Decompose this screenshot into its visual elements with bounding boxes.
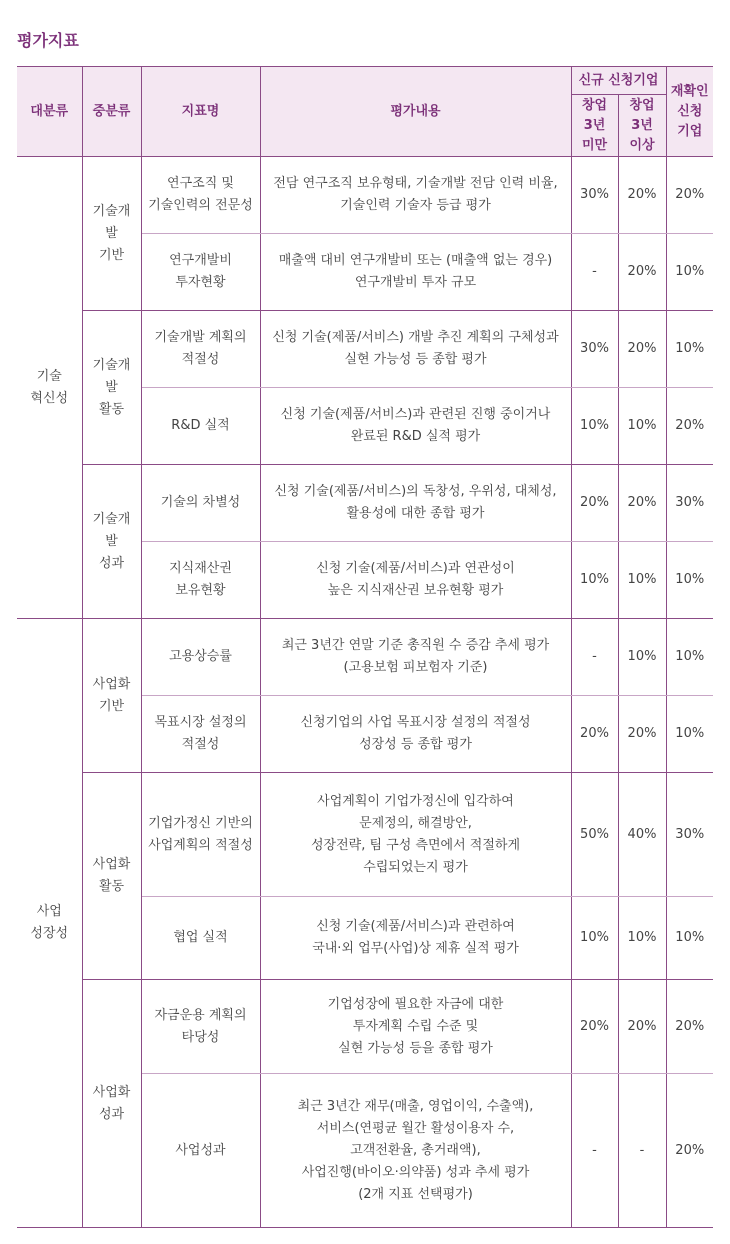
weight-under3-cell: 10% <box>571 388 618 465</box>
content-cell: 신청 기술(제품/서비스)과 연관성이 높은 지식재산권 보유현황 평가 <box>260 542 571 619</box>
weight-under3-cell: 30% <box>571 157 618 234</box>
indicator-cell: 기술개발 계획의 적절성 <box>141 311 260 388</box>
mid-category-cell: 사업화 활동 <box>82 773 141 980</box>
indicator-cell: 기술의 차별성 <box>141 465 260 542</box>
weight-over3-cell: 20% <box>618 696 666 773</box>
mid-category-cell: 사업화 기반 <box>82 619 141 773</box>
weight-under3-cell: - <box>571 1074 618 1228</box>
weight-over3-cell: 20% <box>618 234 666 311</box>
mid-category-cell: 기술개발 성과 <box>82 465 141 619</box>
weight-under3-cell: 20% <box>571 980 618 1074</box>
weight-over3-cell: 20% <box>618 465 666 542</box>
indicator-cell: R&D 실적 <box>141 388 260 465</box>
table-row <box>17 157 713 234</box>
indicator-cell: 기업가정신 기반의 사업계획의 적절성 <box>141 773 260 897</box>
weight-under3-cell: 10% <box>571 897 618 980</box>
page-title: 평가지표 <box>17 31 79 50</box>
table-row <box>17 311 713 388</box>
weight-recheck-cell: 10% <box>666 696 713 773</box>
content-cell: 신청 기술(제품/서비스)과 관련된 진행 중이거나 완료된 R&D 실적 평가 <box>260 388 571 465</box>
indicator-cell: 연구개발비 투자현황 <box>141 234 260 311</box>
content-cell: 신청기업의 사업 목표시장 설정의 적절성 성장성 등 종합 평가 <box>260 696 571 773</box>
weight-over3-cell: 10% <box>618 388 666 465</box>
mid-category-cell: 기술개발 기반 <box>82 157 141 311</box>
content-cell: 최근 3년간 재무(매출, 영업이익, 수출액), 서비스(연평균 월간 활성이용자 수, 고객전환율, 총거래액), 사업진행(바이오·의약품) 성과 추세 평가 (2개 지표 선택평가) <box>260 1074 571 1228</box>
header-over-3-years: 창업 3년 이상 <box>618 95 666 157</box>
weight-recheck-cell: 20% <box>666 1074 713 1228</box>
weight-recheck-cell: 20% <box>666 157 713 234</box>
weight-recheck-cell: 10% <box>666 619 713 696</box>
weight-over3-cell: 10% <box>618 897 666 980</box>
indicator-cell: 협업 실적 <box>141 897 260 980</box>
content-cell: 사업계획이 기업가정신에 입각하여 문제정의, 해결방안, 성장전략, 팀 구성 측면에서 적절하게 수립되었는지 평가 <box>260 773 571 897</box>
major-category-cell: 사업 성장성 <box>17 619 82 1228</box>
indicator-cell: 고용상승률 <box>141 619 260 696</box>
header-recheck: 재확인 신청 기업 <box>666 67 713 157</box>
weight-over3-cell: 20% <box>618 311 666 388</box>
weight-recheck-cell: 10% <box>666 311 713 388</box>
weight-over3-cell: 10% <box>618 619 666 696</box>
header-new-applicant: 신규 신청기업 <box>571 67 666 95</box>
content-cell: 신청 기술(제품/서비스) 개발 추진 계획의 구체성과 실현 가능성 등 종합 평가 <box>260 311 571 388</box>
weight-under3-cell: 20% <box>571 465 618 542</box>
mid-category-cell: 사업화 성과 <box>82 980 141 1228</box>
weight-over3-cell: - <box>618 1074 666 1228</box>
content-cell: 매출액 대비 연구개발비 또는 (매출액 없는 경우) 연구개발비 투자 규모 <box>260 234 571 311</box>
weight-recheck-cell: 20% <box>666 980 713 1074</box>
indicator-cell: 목표시장 설정의 적절성 <box>141 696 260 773</box>
header-content: 평가내용 <box>260 67 571 157</box>
weight-under3-cell: 10% <box>571 542 618 619</box>
content-cell: 기업성장에 필요한 자금에 대한 투자계획 수립 수준 및 실현 가능성 등을 종합 평가 <box>260 980 571 1074</box>
weight-under3-cell: - <box>571 234 618 311</box>
weight-over3-cell: 20% <box>618 980 666 1074</box>
header-under-3-years: 창업 3년 미만 <box>571 95 618 157</box>
mid-category-cell: 기술개발 활동 <box>82 311 141 465</box>
table-row <box>17 465 713 542</box>
weight-under3-cell: 50% <box>571 773 618 897</box>
header-major: 대분류 <box>17 67 82 157</box>
indicator-cell: 자금운용 계획의 타당성 <box>141 980 260 1074</box>
weight-under3-cell: 30% <box>571 311 618 388</box>
table-row <box>17 980 713 1074</box>
content-cell: 전담 연구조직 보유형태, 기술개발 전담 인력 비율, 기술인력 기술자 등급 평가 <box>260 157 571 234</box>
weight-over3-cell: 20% <box>618 157 666 234</box>
header-mid: 중분류 <box>82 67 141 157</box>
weight-under3-cell: 20% <box>571 696 618 773</box>
weight-recheck-cell: 20% <box>666 388 713 465</box>
weight-over3-cell: 40% <box>618 773 666 897</box>
weight-recheck-cell: 30% <box>666 465 713 542</box>
content-cell: 신청 기술(제품/서비스)의 독창성, 우위성, 대체성, 활용성에 대한 종합 평가 <box>260 465 571 542</box>
content-cell: 신청 기술(제품/서비스)과 관련하여 국내·외 업무(사업)상 제휴 실적 평가 <box>260 897 571 980</box>
weight-recheck-cell: 10% <box>666 542 713 619</box>
weight-over3-cell: 10% <box>618 542 666 619</box>
header-indicator: 지표명 <box>141 67 260 157</box>
table-row <box>17 773 713 897</box>
table-row <box>17 619 713 696</box>
major-category-cell: 기술 혁신성 <box>17 157 82 619</box>
indicator-cell: 지식재산권 보유현황 <box>141 542 260 619</box>
weight-recheck-cell: 10% <box>666 897 713 980</box>
indicator-cell: 사업성과 <box>141 1074 260 1228</box>
weight-recheck-cell: 10% <box>666 234 713 311</box>
weight-under3-cell: - <box>571 619 618 696</box>
weight-recheck-cell: 30% <box>666 773 713 897</box>
content-cell: 최근 3년간 연말 기준 총직원 수 증감 추세 평가 (고용보험 피보험자 기준) <box>260 619 571 696</box>
evaluation-table <box>17 66 713 1228</box>
indicator-cell: 연구조직 및 기술인력의 전문성 <box>141 157 260 234</box>
